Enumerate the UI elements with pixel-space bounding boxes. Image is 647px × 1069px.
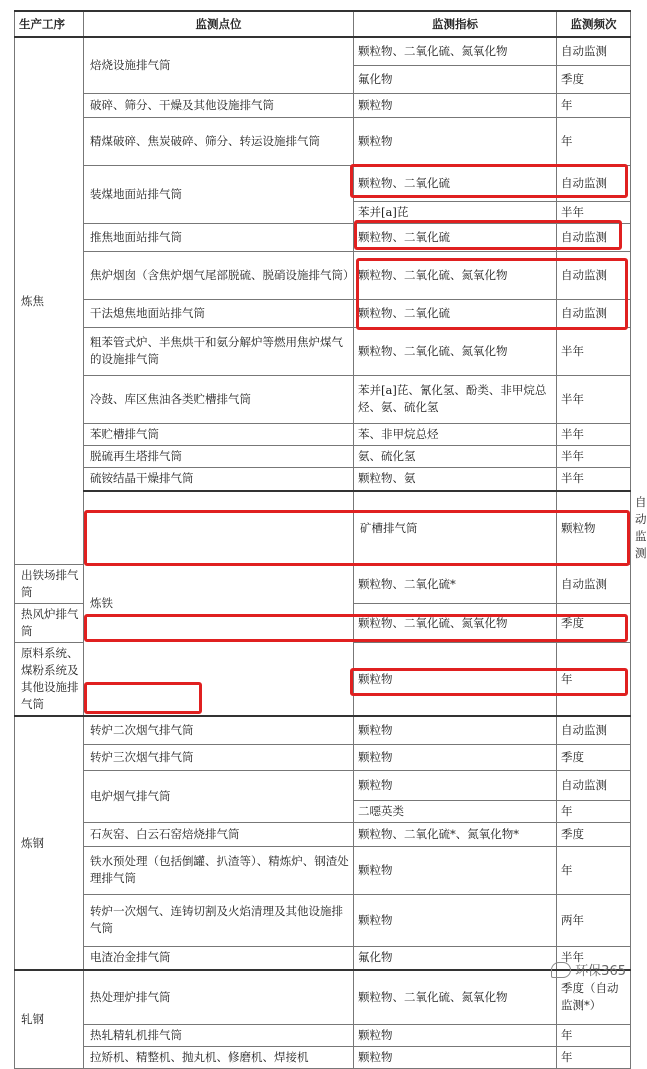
indicator-cell: 颗粒物、二氧化硫、氮氧化物 [354,327,557,375]
table-row [15,744,631,770]
indicator-cell: 颗粒物 [354,1046,557,1068]
frequency-cell: 半年 [557,375,631,423]
table-row [15,223,631,251]
indicator-cell: 颗粒物 [354,846,557,894]
table-row [15,327,631,375]
frequency-cell: 半年 [557,445,631,467]
table-row [15,165,631,201]
point-cell: 铁水预处理（包括倒罐、扒渣等）、精炼炉、钢渣处理排气筒 [84,846,354,894]
frequency-cell: 季度（自动监测*） [557,970,631,1024]
header-row [15,11,631,37]
frequency-cell: 半年 [557,327,631,375]
point-cell: 焙烧设施排气筒 [84,37,354,93]
table-row [15,467,631,491]
point-cell: 推焦地面站排气筒 [84,223,354,251]
indicator-cell: 颗粒物、二氧化硫、氮氧化物 [354,251,557,299]
point-cell: 热轧精轧机排气筒 [84,1024,354,1046]
point-cell: 干法熄焦地面站排气筒 [84,299,354,327]
frequency-cell: 季度 [557,65,631,93]
indicator-cell: 苯并[a]芘、氰化氢、酚类、非甲烷总烃、氨、硫化氢 [354,375,557,423]
frequency-cell: 年 [557,643,631,717]
point-cell: 转炉一次烟气、连铸切割及火焰清理及其他设施排气筒 [84,894,354,946]
indicator-cell: 颗粒物、二氧化硫、氮氧化物 [354,604,557,643]
table-row [15,846,631,894]
frequency-cell: 季度 [557,822,631,846]
frequency-cell: 自动监测 [557,716,631,744]
point-cell: 硫铵结晶干燥排气筒 [84,467,354,491]
indicator-cell: 颗粒物 [354,744,557,770]
point-cell: 精煤破碎、焦炭破碎、筛分、转运设施排气筒 [84,117,354,165]
indicator-cell: 颗粒物 [354,117,557,165]
frequency-cell: 季度 [557,744,631,770]
indicator-cell: 颗粒物 [354,894,557,946]
frequency-cell: 年 [557,117,631,165]
indicator-cell: 苯并[a]芘 [354,201,557,223]
process-cell: 炼铁 [84,491,354,716]
frequency-cell: 自动监测 [557,37,631,65]
table-row: 炼铁 矿槽排气筒 颗粒物 自动监测 [15,491,631,565]
point-cell: 转炉二次烟气排气筒 [84,716,354,744]
point-cell: 破碎、筛分、干燥及其他设施排气筒 [84,93,354,117]
table-row [15,946,631,970]
header-process: 生产工序 [15,11,84,37]
table-row [15,1024,631,1046]
header-indicator: 监测指标 [354,11,557,37]
frequency-cell: 自动监测 [557,251,631,299]
frequency-cell: 自动监测 [557,299,631,327]
frequency-cell: 年 [557,846,631,894]
frequency-cell: 年 [557,1024,631,1046]
frequency-cell: 两年 [557,894,631,946]
point-cell: 拉矫机、精整机、抛丸机、修磨机、焊接机 [84,1046,354,1068]
frequency-cell: 季度 [557,604,631,643]
point-cell: 电炉烟气排气筒 [84,770,354,822]
table-row [15,716,631,744]
point-cell: 矿槽排气筒 [354,491,557,565]
table-row [15,822,631,846]
indicator-cell: 颗粒物、二氧化硫 [354,165,557,201]
indicator-cell: 氨、硫化氢 [354,445,557,467]
frequency-cell: 半年 [557,423,631,445]
indicator-cell: 颗粒物、二氧化硫 [354,223,557,251]
table-row [15,423,631,445]
process-cell: 轧钢 [15,970,84,1068]
indicator-cell: 二噁英类 [354,800,557,822]
chat-bubble-icon [551,962,571,978]
frequency-cell: 半年 [557,467,631,491]
table-row [15,970,631,1024]
frequency-cell: 自动监测 [557,565,631,604]
frequency-cell: 自动监测 [557,223,631,251]
frequency-cell: 年 [557,93,631,117]
point-cell: 粗苯管式炉、半焦烘干和氨分解炉等燃用焦炉煤气的设施排气筒 [84,327,354,375]
table-row [15,37,631,65]
point-cell: 转炉三次烟气排气筒 [84,744,354,770]
point-cell: 出铁场排气筒 [15,565,84,604]
point-cell: 焦炉烟囱（含焦炉烟气尾部脱硫、脱硝设施排气筒） [84,251,354,299]
table-row [15,117,631,165]
indicator-cell: 苯、非甲烷总烃 [354,423,557,445]
table-row [15,894,631,946]
table-row [15,770,631,800]
monitoring-table [14,10,647,1069]
header-frequency: 监测频次 [557,11,631,37]
point-cell: 电渣冶金排气筒 [84,946,354,970]
point-cell: 石灰窑、白云石窑焙烧排气筒 [84,822,354,846]
process-cell: 炼焦 [15,37,84,565]
header-point: 监测点位 [84,11,354,37]
frequency-cell: 年 [557,800,631,822]
point-cell: 苯贮槽排气筒 [84,423,354,445]
frequency-cell: 年 [557,1046,631,1068]
indicator-cell: 颗粒物、二氧化硫*、氮氧化物* [354,822,557,846]
indicator-cell: 颗粒物 [354,643,557,717]
indicator-cell: 氟化物 [354,65,557,93]
indicator-cell: 颗粒物、二氧化硫* [354,565,557,604]
watermark [551,960,626,979]
indicator-cell: 氟化物 [354,946,557,970]
table-row [15,1046,631,1068]
indicator-cell: 颗粒物 [354,1024,557,1046]
point-cell: 热风炉排气筒 [15,604,84,643]
point-cell: 冷鼓、库区焦油各类贮槽排气筒 [84,375,354,423]
table-row [15,299,631,327]
frequency-cell: 半年 [557,201,631,223]
indicator-cell: 颗粒物、二氧化硫、氮氧化物 [354,970,557,1024]
point-cell: 热处理炉排气筒 [84,970,354,1024]
indicator-cell: 颗粒物 [354,93,557,117]
indicator-cell: 颗粒物 [354,716,557,744]
frequency-cell: 半年 [557,946,631,970]
table-row [15,251,631,299]
watermark-text: 环保365 [575,964,626,979]
indicator-cell: 颗粒物、二氧化硫、氮氧化物 [354,37,557,65]
indicator-cell: 颗粒物 [354,770,557,800]
point-cell: 装煤地面站排气筒 [84,165,354,223]
table-row [15,93,631,117]
process-cell: 炼钢 [15,716,84,970]
frequency-cell: 自动监测 [557,165,631,201]
indicator-cell: 颗粒物 [557,491,631,565]
indicator-cell: 颗粒物、二氧化硫 [354,299,557,327]
point-cell: 脱硫再生塔排气筒 [84,445,354,467]
table-row [15,445,631,467]
frequency-cell: 自动监测 [557,770,631,800]
indicator-cell: 颗粒物、氨 [354,467,557,491]
point-cell: 原料系统、煤粉系统及其他设施排气筒 [15,643,84,717]
table-row [15,375,631,423]
